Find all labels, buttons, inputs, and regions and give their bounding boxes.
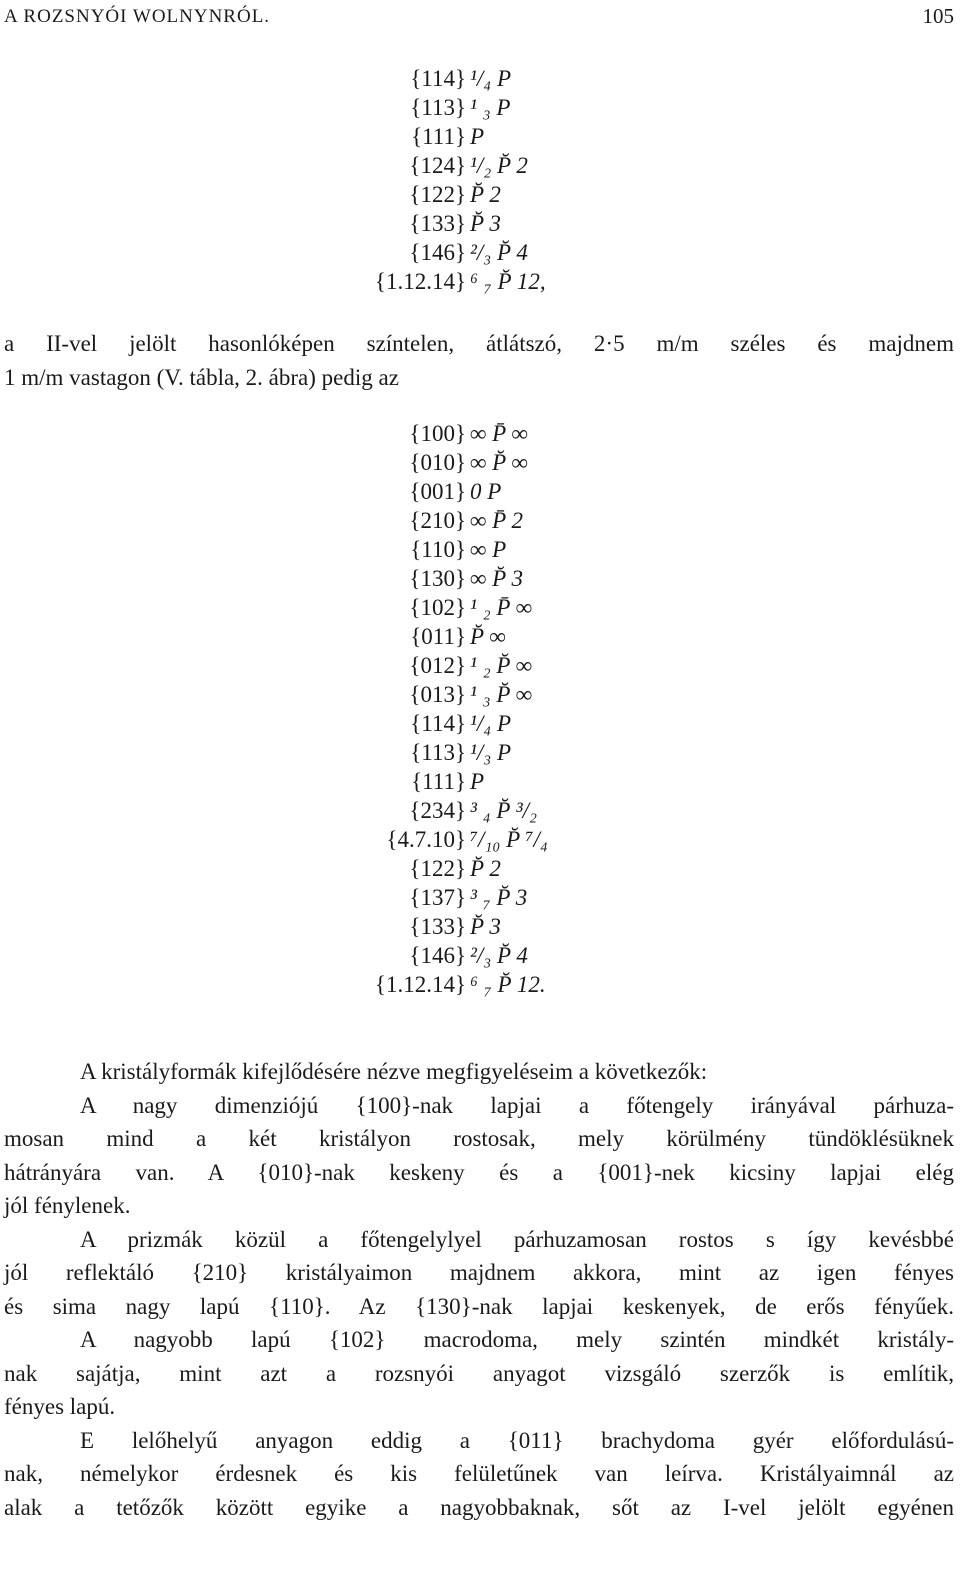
symbol-column bbox=[470, 64, 670, 296]
naumann-symbol: ⁶ ₇ P̆ 12. bbox=[470, 972, 546, 997]
naumann-symbol: ²/₃ P̆ 4 bbox=[470, 943, 528, 968]
text-line: alak a tetőzők között egyike a nagyobbaknak, sőt az I-vel jelölt egyénen bbox=[4, 1494, 954, 1520]
form-index: {114} bbox=[410, 711, 466, 736]
naumann-symbol: ∞ P̄ ∞ bbox=[470, 421, 528, 446]
form-index: {234} bbox=[409, 798, 466, 823]
symbol-column bbox=[470, 419, 670, 999]
text-line: A kristályformák kifejlődésére nézve megfigyeléseim a következők: bbox=[80, 1059, 708, 1084]
naumann-symbol: ¹/₃ P bbox=[470, 740, 512, 765]
form-index: {1.12.14} bbox=[374, 269, 466, 294]
table-row bbox=[340, 180, 466, 209]
naumann-symbol: P̆ ∞ bbox=[470, 624, 506, 649]
naumann-symbol: ∞ P̄ 2 bbox=[470, 508, 524, 533]
form-index: {010} bbox=[409, 450, 466, 475]
page-header bbox=[0, 4, 960, 34]
naumann-symbol: 0 P bbox=[470, 479, 502, 504]
table-row bbox=[340, 267, 466, 296]
text-line: E lelőhelyű anyagon eddig a {011} brachydoma gyér előfordulású- bbox=[80, 1427, 954, 1453]
form-index: {102} bbox=[409, 595, 466, 620]
form-index: {100} bbox=[409, 421, 466, 446]
naumann-symbol: ¹/₄ P bbox=[470, 66, 512, 91]
naumann-symbol: ⁶ ₇ P̆ 12, bbox=[470, 269, 546, 294]
text-line: jól reflektáló {210} kristályaimon majdnem akkora, mint az igen fényes bbox=[4, 1260, 954, 1285]
main-text bbox=[4, 1055, 954, 1524]
naumann-symbol: ¹ ₂ P̆ ∞ bbox=[470, 653, 533, 678]
table-row bbox=[340, 93, 466, 122]
form-index: {111} bbox=[411, 769, 466, 794]
form-index: {011} bbox=[410, 624, 466, 649]
naumann-symbol: P bbox=[470, 769, 485, 794]
paragraph bbox=[4, 1055, 954, 1089]
page-number: 105 bbox=[922, 4, 954, 28]
form-index: {111} bbox=[411, 124, 466, 149]
table-row bbox=[340, 209, 466, 238]
naumann-symbol: ¹ ₃ P bbox=[470, 95, 511, 120]
naumann-symbol: ³ ₄ P̆ ³/₂ bbox=[470, 798, 538, 823]
naumann-symbol: ∞ P̆ ∞ bbox=[470, 450, 528, 475]
paragraph bbox=[4, 1323, 954, 1424]
table-row bbox=[340, 122, 466, 151]
form-index: {137} bbox=[409, 885, 466, 910]
form-index: {124} bbox=[409, 153, 466, 178]
running-title: A ROZSNYÓI WOLNYNRÓL. bbox=[4, 6, 271, 27]
text-line: fényes lapú. bbox=[4, 1394, 116, 1419]
text-line: A prizmák közül a főtengelylyel párhuzamosan rostos s így kevésbbé bbox=[80, 1226, 954, 1252]
naumann-symbol: P bbox=[470, 124, 485, 149]
table-row bbox=[340, 64, 466, 93]
form-index: {122} bbox=[409, 856, 466, 881]
text-line: hátrányára van. A {010}-nak keskeny és a {001}-nek kicsiny lapjai elég bbox=[4, 1159, 954, 1185]
text-line: mosan mind a két kristályon rostosak, mely körülmény tündöklésüknek bbox=[4, 1126, 954, 1151]
form-index: {113} bbox=[410, 740, 466, 765]
naumann-symbol: P̆ 3 bbox=[470, 914, 501, 939]
text-line: A nagyobb lapú {102} macrodoma, mely szintén mindkét kristály- bbox=[80, 1327, 954, 1352]
form-index: {130} bbox=[409, 566, 466, 591]
form-index: {133} bbox=[409, 914, 466, 939]
paragraph bbox=[4, 1223, 954, 1324]
form-index: {146} bbox=[409, 240, 466, 265]
form-column bbox=[340, 419, 466, 999]
naumann-symbol: ¹ ₃ P̆ ∞ bbox=[470, 682, 533, 707]
form-index: {113} bbox=[410, 95, 466, 120]
naumann-symbol: ¹/₄ P bbox=[470, 711, 512, 736]
form-index: {210} bbox=[409, 508, 466, 533]
naumann-symbol: P̆ 3 bbox=[470, 211, 501, 236]
form-index: {1.12.14} bbox=[374, 972, 466, 997]
form-index: {4.7.10} bbox=[386, 827, 466, 852]
form-index: {114} bbox=[410, 66, 466, 91]
naumann-symbol: ¹/₂ P̆ 2 bbox=[470, 153, 528, 178]
form-index: {012} bbox=[409, 653, 466, 678]
form-index: {013} bbox=[409, 682, 466, 707]
naumann-symbol: P̆ 2 bbox=[470, 856, 501, 881]
text-line: nak sajátja, mint azt a rozsnyói anyagot vizsgáló szerzők is említik, bbox=[4, 1360, 954, 1386]
form-column bbox=[340, 64, 466, 296]
text-line: nak, némelykor érdesnek és kis felületűnek van leírva. Kristályaimnál az bbox=[4, 1461, 954, 1486]
table-row bbox=[340, 151, 466, 180]
paragraph bbox=[4, 1424, 954, 1525]
form-index: {001} bbox=[409, 479, 466, 504]
naumann-symbol: ³ ₇ P̆ 3 bbox=[470, 885, 528, 910]
text-line: és sima nagy lapú {110}. Az {130}-nak lapjai keskenyek, de erős fényűek. bbox=[4, 1293, 954, 1319]
naumann-symbol: ¹ ₂ P̄ ∞ bbox=[470, 595, 533, 620]
naumann-symbol: ∞ P bbox=[470, 537, 507, 562]
text-line: 1 m/m vastagon (V. tábla, 2. ábra) pedig az bbox=[4, 364, 399, 390]
form-index: {122} bbox=[409, 182, 466, 207]
text-line: a II-vel jelölt hasonlóképen színtelen, átlátszó, 2·5 m/m széles és majdnem bbox=[4, 331, 954, 356]
text-line: A nagy dimenziójú {100}-nak lapjai a főtengely irányával párhuza- bbox=[80, 1092, 954, 1118]
text-line: jól fénylenek. bbox=[4, 1193, 131, 1218]
form-index: {146} bbox=[409, 943, 466, 968]
naumann-symbol: ∞ P̆ 3 bbox=[470, 566, 524, 591]
table-row bbox=[340, 238, 466, 267]
naumann-symbol: ²/₃ P̆ 4 bbox=[470, 240, 528, 265]
form-index: {110} bbox=[410, 537, 466, 562]
mid-paragraph bbox=[4, 327, 954, 394]
form-index: {133} bbox=[409, 211, 466, 236]
naumann-symbol: P̆ 2 bbox=[470, 182, 501, 207]
paragraph bbox=[4, 1089, 954, 1223]
naumann-symbol: ⁷/₁₀ P̆ ⁷/₄ bbox=[470, 827, 548, 852]
